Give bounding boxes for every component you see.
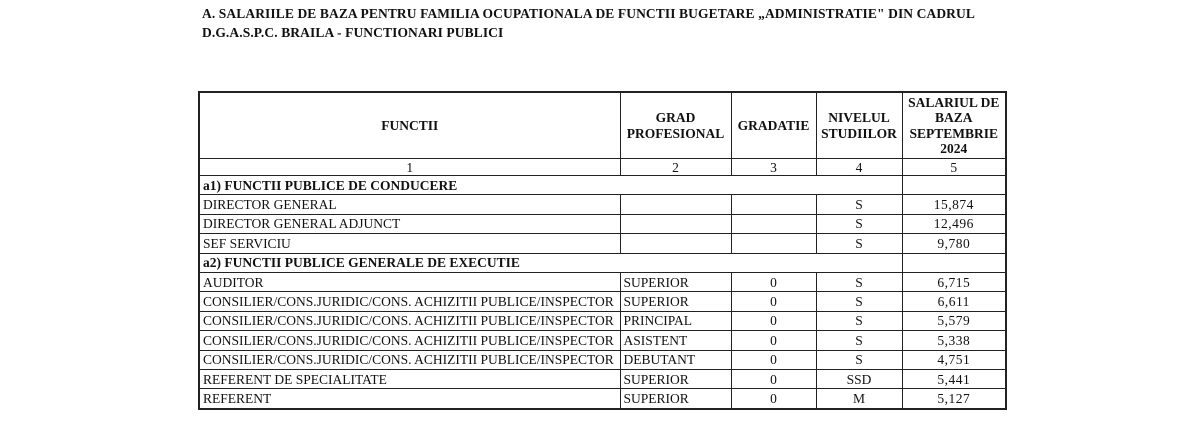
table-row	[199, 292, 1006, 311]
cell-gradatie	[731, 214, 816, 233]
column-number-row	[199, 159, 1006, 176]
table-row	[199, 214, 1006, 233]
cell-nivelul-studiilor: SSD	[816, 369, 902, 388]
cell-nivelul-studiilor: S	[816, 272, 902, 291]
cell-salariul-de-baza: 6,715	[902, 272, 1006, 291]
cell-functie: REFERENT DE SPECIALITATE	[199, 369, 620, 388]
cell-salariul-de-baza: 5,127	[902, 389, 1006, 409]
cell-nivelul-studiilor: S	[816, 195, 902, 214]
cell-functie: CONSILIER/CONS.JURIDIC/CONS. ACHIZITII PUBLICE/INSPECTOR	[199, 331, 620, 350]
cell-salariul-de-baza: 15,874	[902, 195, 1006, 214]
cell-salariul-de-baza: 5,338	[902, 331, 1006, 350]
table-row	[199, 369, 1006, 388]
table-body	[199, 159, 1006, 409]
table-header-row	[199, 92, 1006, 159]
cell-functie: CONSILIER/CONS.JURIDIC/CONS. ACHIZITII PUBLICE/INSPECTOR	[199, 350, 620, 369]
cell-gradatie	[731, 234, 816, 253]
cell-gradatie: 0	[731, 311, 816, 330]
section-title-row	[199, 253, 1006, 272]
document-title	[202, 4, 1102, 42]
cell-gradatie: 0	[731, 369, 816, 388]
salary-table	[198, 91, 1007, 410]
cell-salariul-de-baza: 4,751	[902, 350, 1006, 369]
header-functii: FUNCTII	[199, 92, 620, 159]
cell-grad-profesional: SUPERIOR	[620, 272, 731, 291]
cell-functie: AUDITOR	[199, 272, 620, 291]
cell-nivelul-studiilor: S	[816, 311, 902, 330]
cell-functie: CONSILIER/CONS.JURIDIC/CONS. ACHIZITII PUBLICE/INSPECTOR	[199, 311, 620, 330]
column-number: 4	[816, 159, 902, 176]
cell-grad-profesional: PRINCIPAL	[620, 311, 731, 330]
section-title: a2) FUNCTII PUBLICE GENERALE DE EXECUTIE	[199, 253, 902, 272]
cell-grad-profesional: ASISTENT	[620, 331, 731, 350]
cell-functie: DIRECTOR GENERAL	[199, 195, 620, 214]
cell-grad-profesional: DEBUTANT	[620, 350, 731, 369]
cell-grad-profesional: SUPERIOR	[620, 292, 731, 311]
cell-nivelul-studiilor: S	[816, 214, 902, 233]
cell-salariul-de-baza: 6,611	[902, 292, 1006, 311]
cell-gradatie: 0	[731, 292, 816, 311]
section-title: a1) FUNCTII PUBLICE DE CONDUCERE	[199, 176, 902, 195]
column-number: 5	[902, 159, 1006, 176]
cell-gradatie	[731, 195, 816, 214]
header-salariul-de-baza: SALARIUL DE BAZA SEPTEMBRIE 2024	[902, 92, 1006, 159]
cell-gradatie: 0	[731, 350, 816, 369]
cell-nivelul-studiilor: S	[816, 234, 902, 253]
cell-nivelul-studiilor: M	[816, 389, 902, 409]
cell-functie: CONSILIER/CONS.JURIDIC/CONS. ACHIZITII PUBLICE/INSPECTOR	[199, 292, 620, 311]
column-number: 1	[199, 159, 620, 176]
cell-nivelul-studiilor: S	[816, 331, 902, 350]
column-number: 2	[620, 159, 731, 176]
table-row	[199, 234, 1006, 253]
cell-gradatie: 0	[731, 389, 816, 409]
cell-grad-profesional: SUPERIOR	[620, 389, 731, 409]
cell-gradatie: 0	[731, 331, 816, 350]
cell-grad-profesional	[620, 234, 731, 253]
cell-salariul-de-baza: 12,496	[902, 214, 1006, 233]
table-row	[199, 272, 1006, 291]
column-number: 3	[731, 159, 816, 176]
table-row	[199, 331, 1006, 350]
title-line-2: D.G.A.S.P.C. BRAILA - FUNCTIONARI PUBLICI	[202, 25, 504, 40]
cell-salariul-de-baza: 5,441	[902, 369, 1006, 388]
table-row	[199, 311, 1006, 330]
section-title-row	[199, 176, 1006, 195]
header-nivelul-studiilor: NIVELUL STUDIILOR	[816, 92, 902, 159]
cell-salariul-de-baza: 9,780	[902, 234, 1006, 253]
cell-grad-profesional: SUPERIOR	[620, 369, 731, 388]
header-gradatie: GRADATIE	[731, 92, 816, 159]
header-grad-profesional: GRAD PROFESIONAL	[620, 92, 731, 159]
cell-functie: DIRECTOR GENERAL ADJUNCT	[199, 214, 620, 233]
cell-grad-profesional	[620, 214, 731, 233]
section-title-salary-cell	[902, 253, 1006, 272]
title-line-1: A. SALARIILE DE BAZA PENTRU FAMILIA OCUPATIONALA DE FUNCTII BUGETARE „ADMINISTRATIE" DIN CADRUL	[202, 6, 975, 21]
cell-salariul-de-baza: 5,579	[902, 311, 1006, 330]
table-row	[199, 350, 1006, 369]
cell-nivelul-studiilor: S	[816, 292, 902, 311]
cell-functie: REFERENT	[199, 389, 620, 409]
table-row	[199, 389, 1006, 409]
cell-grad-profesional	[620, 195, 731, 214]
cell-nivelul-studiilor: S	[816, 350, 902, 369]
cell-functie: SEF SERVICIU	[199, 234, 620, 253]
section-title-salary-cell	[902, 176, 1006, 195]
cell-gradatie: 0	[731, 272, 816, 291]
table-row	[199, 195, 1006, 214]
